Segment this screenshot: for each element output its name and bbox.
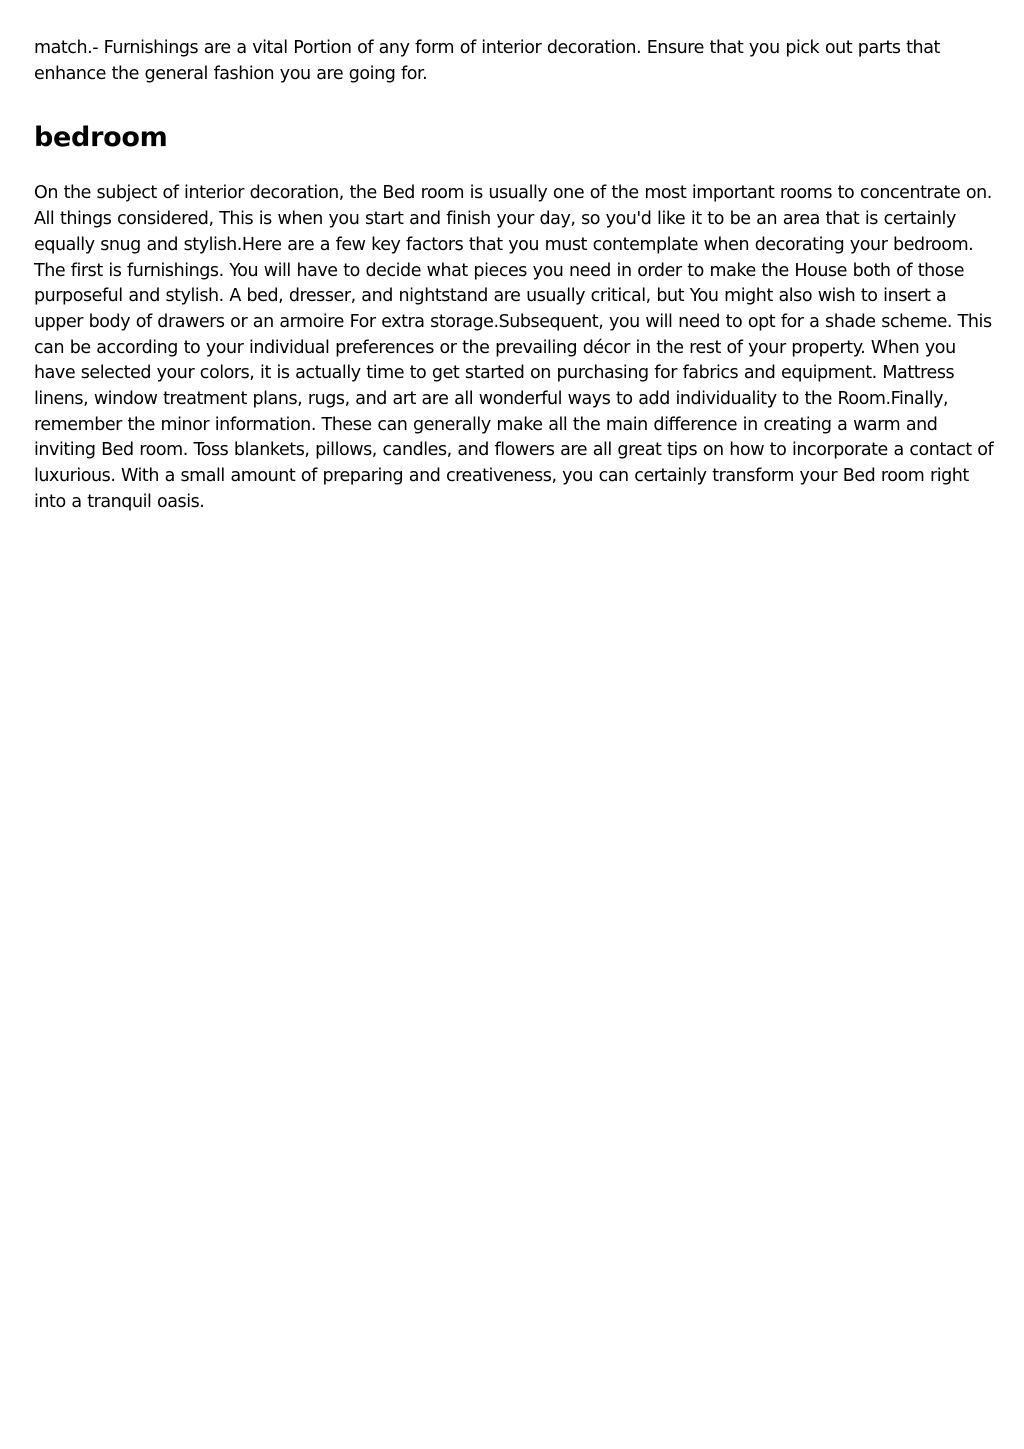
section-heading: bedroom (34, 122, 168, 154)
intro-paragraph: match.- Furnishings are a vital Portion of any form of interior decoration. Ensure that you pick out parts that enhance the general fashion you are going for. (34, 38, 940, 84)
body-paragraph: On the subject of interior decoration, the Bed room is usually one of the most important rooms to concentrate on. All things considered, This is when you start and finish your day, so you'd like it to be an area that is certainly equally snug and stylish.Here are a few key factors that you must contemplate when decorating your bedroom. The first is furnishings. You will have to decide what pieces you need in order to make the House both of those purposeful and stylish. A bed, dresser, and nightstand are usually critical, but You might also wish to insert a upper body of drawers or an armoire For extra storage.Subsequent, you will need to opt for a shade scheme. This can be according to your individual preferences or the prevailing décor in the rest of your property. When you have selected your colors, it is actually time to get started on purchasing for fabrics and equipment. Mattress linens, window treatment plans, rugs, and art are all wonderful ways to add individuality to the Room.Finally, remember the minor information. These can generally make all the main difference in creating a warm and inviting Bed room. Toss blankets, pillows, candles, and flowers are all great tips on how to incorporate a contact of luxurious. With a small amount of preparing and creativeness, you can certainly transform your Bed room right into a tranquil oasis. (34, 183, 994, 512)
document-page (34, 36, 1000, 516)
